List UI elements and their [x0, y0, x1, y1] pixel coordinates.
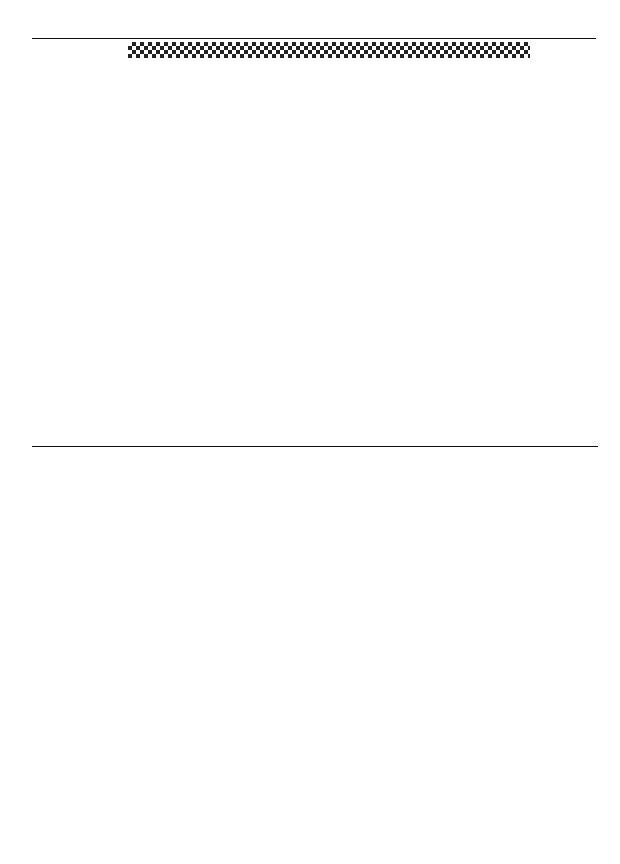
theatre-listings: [32, 62, 598, 442]
section-divider: [32, 446, 598, 447]
checkered-banner: [128, 42, 530, 58]
page-header: [32, 22, 596, 39]
cinema-listings: [32, 452, 598, 857]
